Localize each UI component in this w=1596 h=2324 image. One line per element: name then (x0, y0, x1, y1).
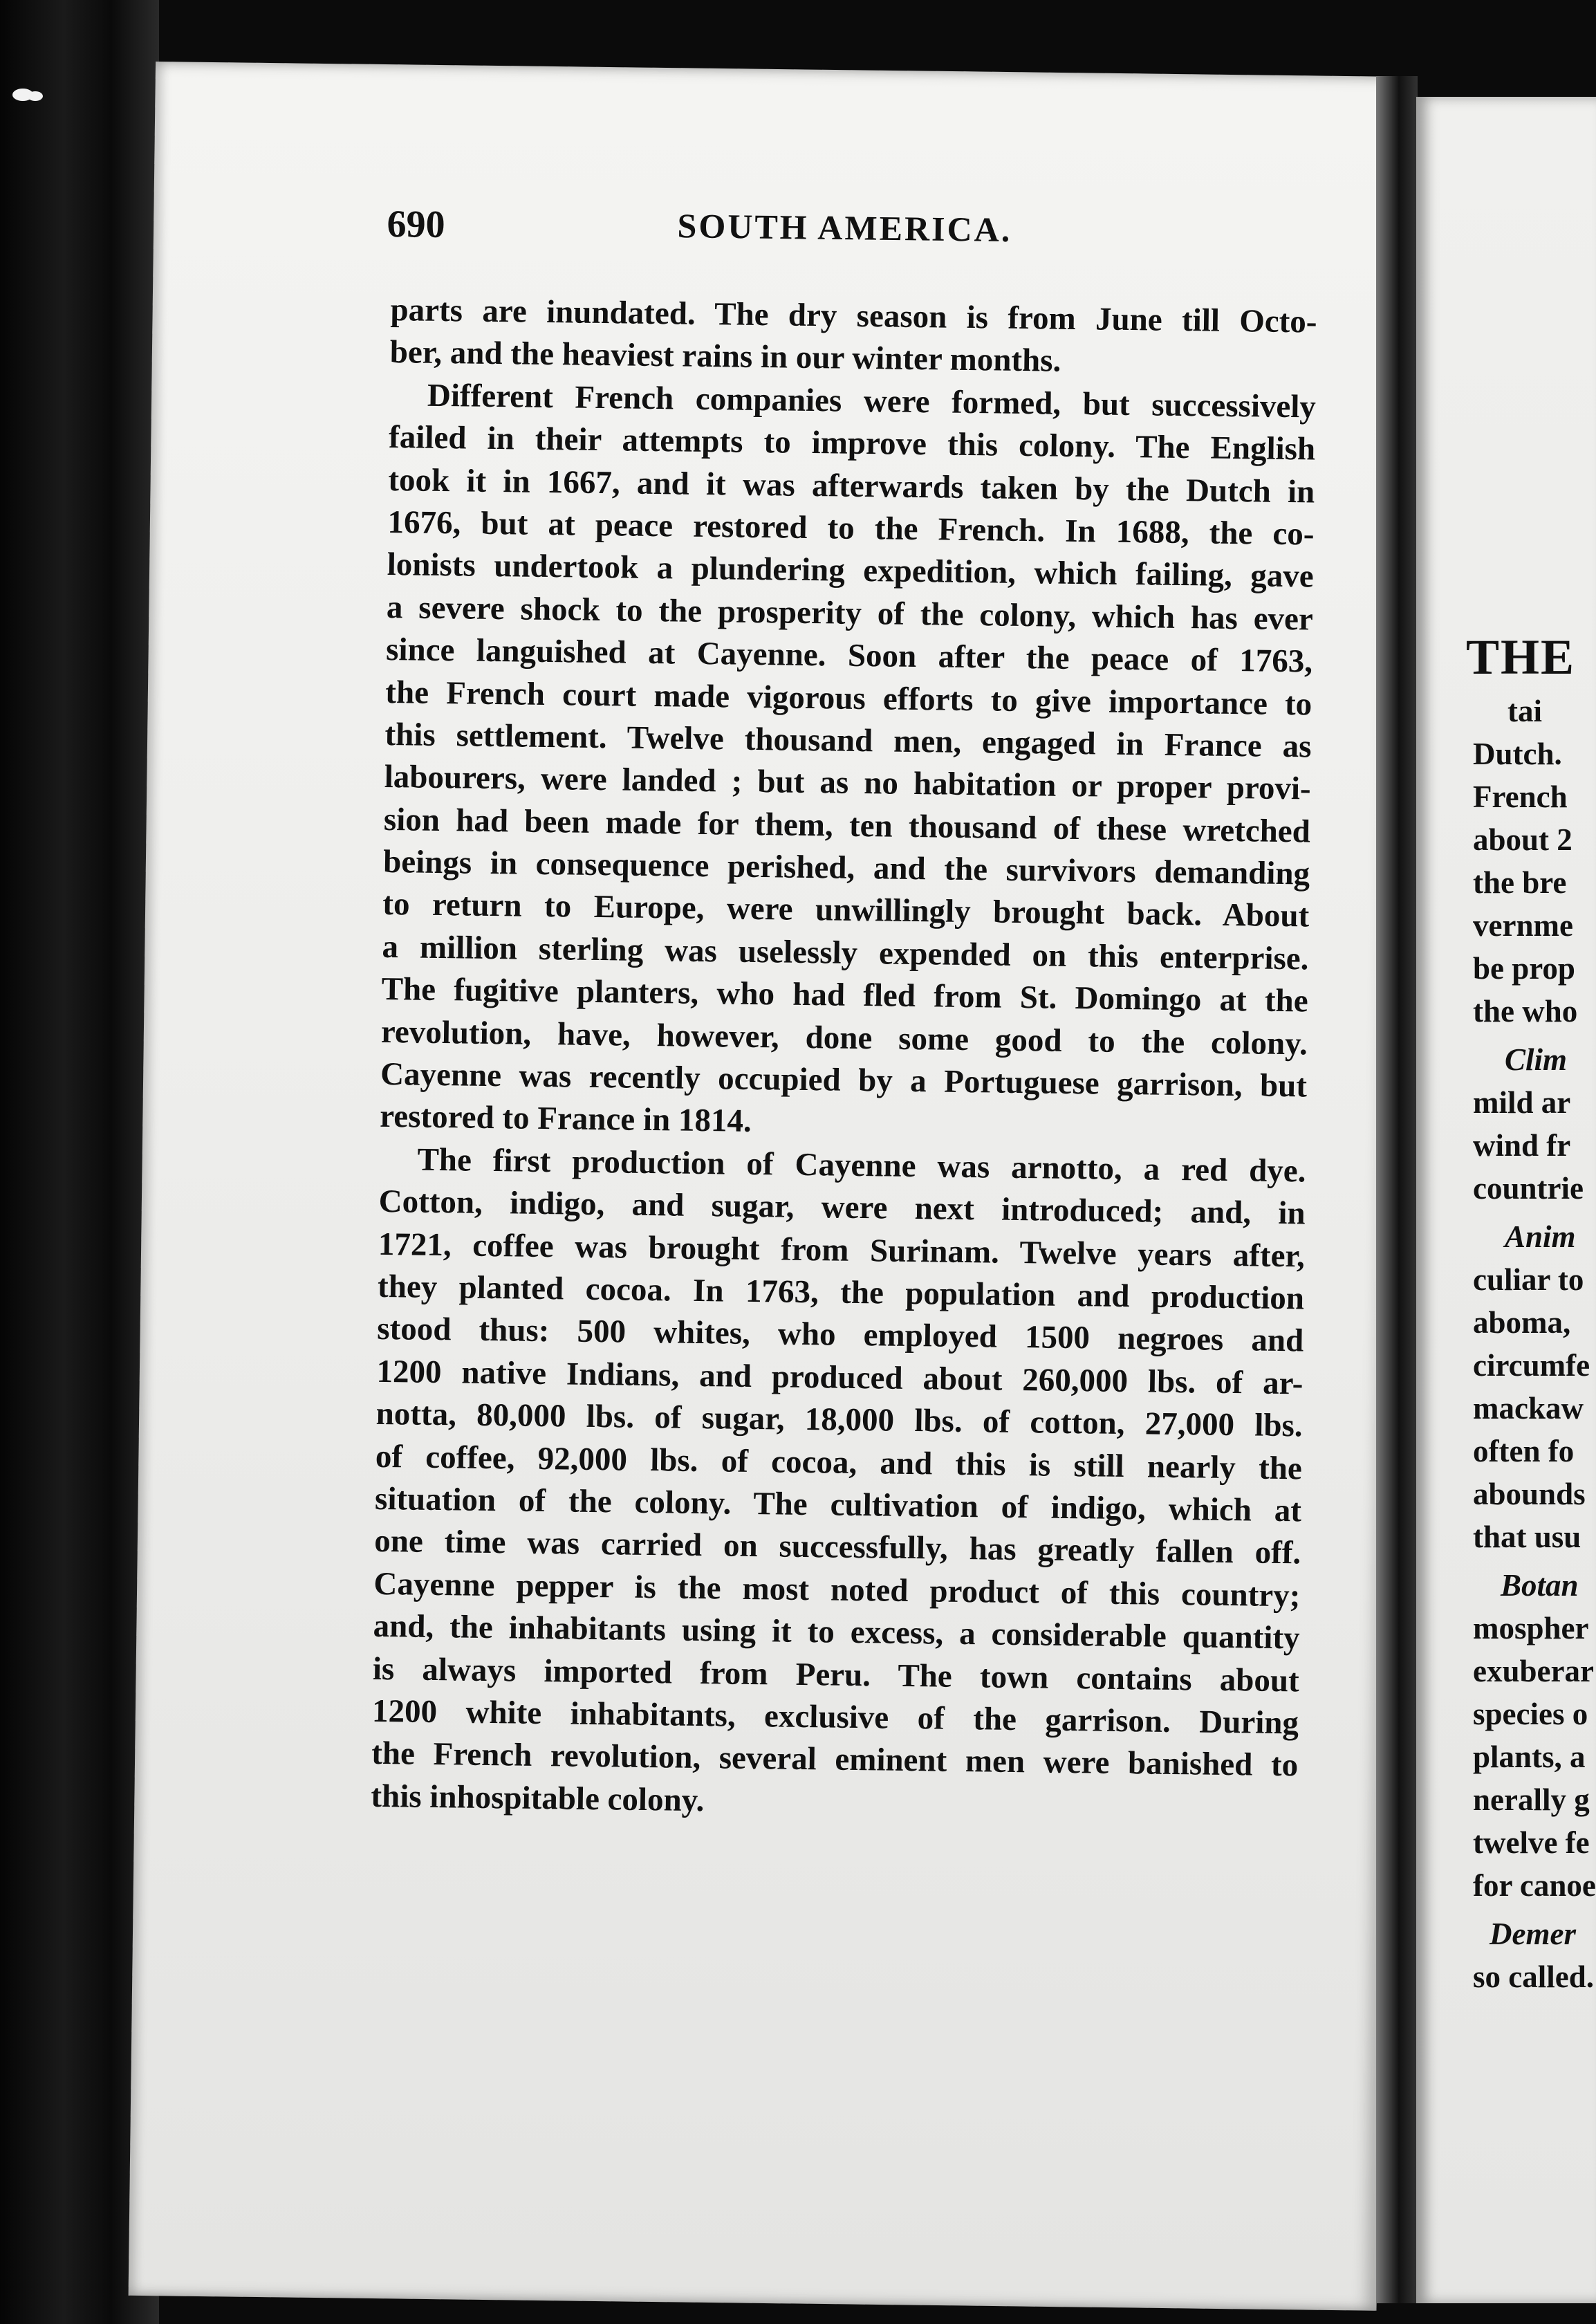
text-line: Cotton, indigo, and sugar, were next introduced; and, in (378, 1183, 1306, 1232)
text-line: 1676, but at peace restored to the French. In 1688, the co- (387, 504, 1315, 553)
text-line: one time was carried on successfully, has greatly fallen off. (373, 1523, 1301, 1571)
right-page-line: plants, a (1473, 1740, 1586, 1774)
body-text (371, 289, 1317, 1829)
text-line: beings in consequence perished, and the survivors demanding (382, 844, 1310, 892)
right-page-line: nerally g (1473, 1782, 1590, 1817)
right-page-line: that usu (1473, 1520, 1581, 1554)
text-line: 1200 native Indians, and produced about 260,000 lbs. of ar- (376, 1353, 1303, 1402)
right-page-line: mackaw (1473, 1391, 1584, 1426)
right-page-line: wind fr (1473, 1128, 1571, 1163)
right-page-line: about 2 (1473, 822, 1572, 857)
right-page-line: species o (1473, 1697, 1588, 1731)
right-page-line: tai (1507, 694, 1542, 728)
text-line: failed in their attempts to improve this colony. The English (388, 419, 1316, 468)
text-line: 1721, coffee was brought from Surinam. Twelve years after, (378, 1226, 1306, 1275)
text-line: situation of the colony. The cultivation of indigo, which at (374, 1480, 1302, 1529)
text-line: lonists undertook a plundering expedition, which failing, gave (387, 546, 1315, 595)
text-line: to return to Europe, were unwillingly brought back. About (382, 886, 1310, 934)
text-line: notta, 80,000 lbs. of sugar, 18,000 lbs. of cotton, 27,000 lbs. (375, 1396, 1303, 1444)
page-number: 690 (387, 202, 445, 247)
text-line: of coffee, 92,000 lbs. of cocoa, and this is still nearly the (375, 1438, 1303, 1486)
right-page-line: Botan (1501, 1568, 1579, 1603)
text-line: sion had been made for them, ten thousand of these wretched (383, 801, 1311, 850)
page-header (387, 202, 1355, 269)
scan-artifact (28, 91, 43, 101)
right-page-line: THE (1466, 629, 1576, 685)
right-page-line: often fo (1473, 1434, 1575, 1468)
text-line: this settlement. Twelve thousand men, engaged in France as (384, 716, 1312, 765)
right-page-line: exuberar (1473, 1654, 1594, 1688)
right-page-line: mospher (1473, 1611, 1589, 1645)
text-line: a million sterling was uselessly expended on this enterprise. (382, 928, 1309, 977)
right-page-line: French (1473, 780, 1568, 814)
text-line: a severe shock to the prosperity of the colony, which has ever (386, 589, 1314, 638)
text-line: ber, and the heaviest rains in our winter months. (389, 334, 1061, 380)
right-page-line: mild ar (1473, 1085, 1571, 1120)
right-page-line: circumfe (1473, 1348, 1590, 1383)
text-line: they planted cocoa. In 1763, the population and production (377, 1268, 1305, 1317)
right-page-line: abounds (1473, 1477, 1586, 1511)
text-line: is always imported from Peru. The town contains about (372, 1650, 1300, 1699)
text-line: parts are inundated. The dry season is from June till Octo- (390, 291, 1317, 340)
text-line: the French revolution, several eminent men were banished to (371, 1735, 1299, 1784)
text-line: revolution, have, however, done some good to the colony. (380, 1013, 1308, 1062)
book-gutter (1376, 76, 1418, 2303)
text-line: the French court made vigorous efforts to give importance to (385, 674, 1312, 723)
right-page-line: be prop (1473, 951, 1575, 986)
text-line: restored to France in 1814. (379, 1098, 752, 1140)
right-page-line: the who (1473, 994, 1578, 1029)
text-line: labourers, were landed ; but as no habitation or proper provi- (384, 759, 1311, 807)
text-line: since languished at Cayenne. Soon after the peace of 1763, (385, 631, 1313, 680)
text-line: took it in 1667, and it was afterwards taken by the Dutch in (388, 461, 1315, 510)
right-page-line: Demer (1490, 1917, 1576, 1951)
right-page-line: so called. (1473, 1959, 1594, 1994)
text-line: 1200 white inhabitants, exclusive of the garrison. During (371, 1693, 1299, 1742)
text-line: stood thus: 500 whites, who employed 1500 negroes and (376, 1311, 1304, 1359)
right-page-fragment (1466, 0, 1596, 2324)
right-page-line: vernme (1473, 908, 1573, 943)
right-page-line: culiar to (1473, 1262, 1584, 1297)
text-line: and, the inhabitants using it to excess, a considerable quantity (373, 1607, 1300, 1657)
text-line: Cayenne pepper is the most noted product of this country; (373, 1565, 1301, 1614)
right-page-line: twelve fe (1473, 1825, 1590, 1860)
text-line: Different French companies were formed, but successively (427, 377, 1317, 425)
text-line: this inhospitable colony. (371, 1778, 705, 1818)
text-line: Cayenne was recently occupied by a Portuguese garrison, but (380, 1055, 1308, 1105)
right-page-line: aboma, (1473, 1305, 1571, 1340)
text-line: The first production of Cayenne was arnotto, a red dye. (417, 1141, 1306, 1190)
right-page-line: Anim (1505, 1219, 1576, 1254)
right-page-line: for canoe (1473, 1868, 1596, 1903)
right-page-line: Dutch. (1473, 737, 1562, 771)
right-page-line: the bre (1473, 865, 1567, 900)
right-page-line: Clim (1505, 1042, 1568, 1077)
running-head: SOUTH AMERICA. (677, 206, 1012, 250)
right-page-line: countrie (1473, 1171, 1584, 1206)
text-line: The fugitive planters, who had fled from St. Domingo at the (381, 971, 1308, 1020)
